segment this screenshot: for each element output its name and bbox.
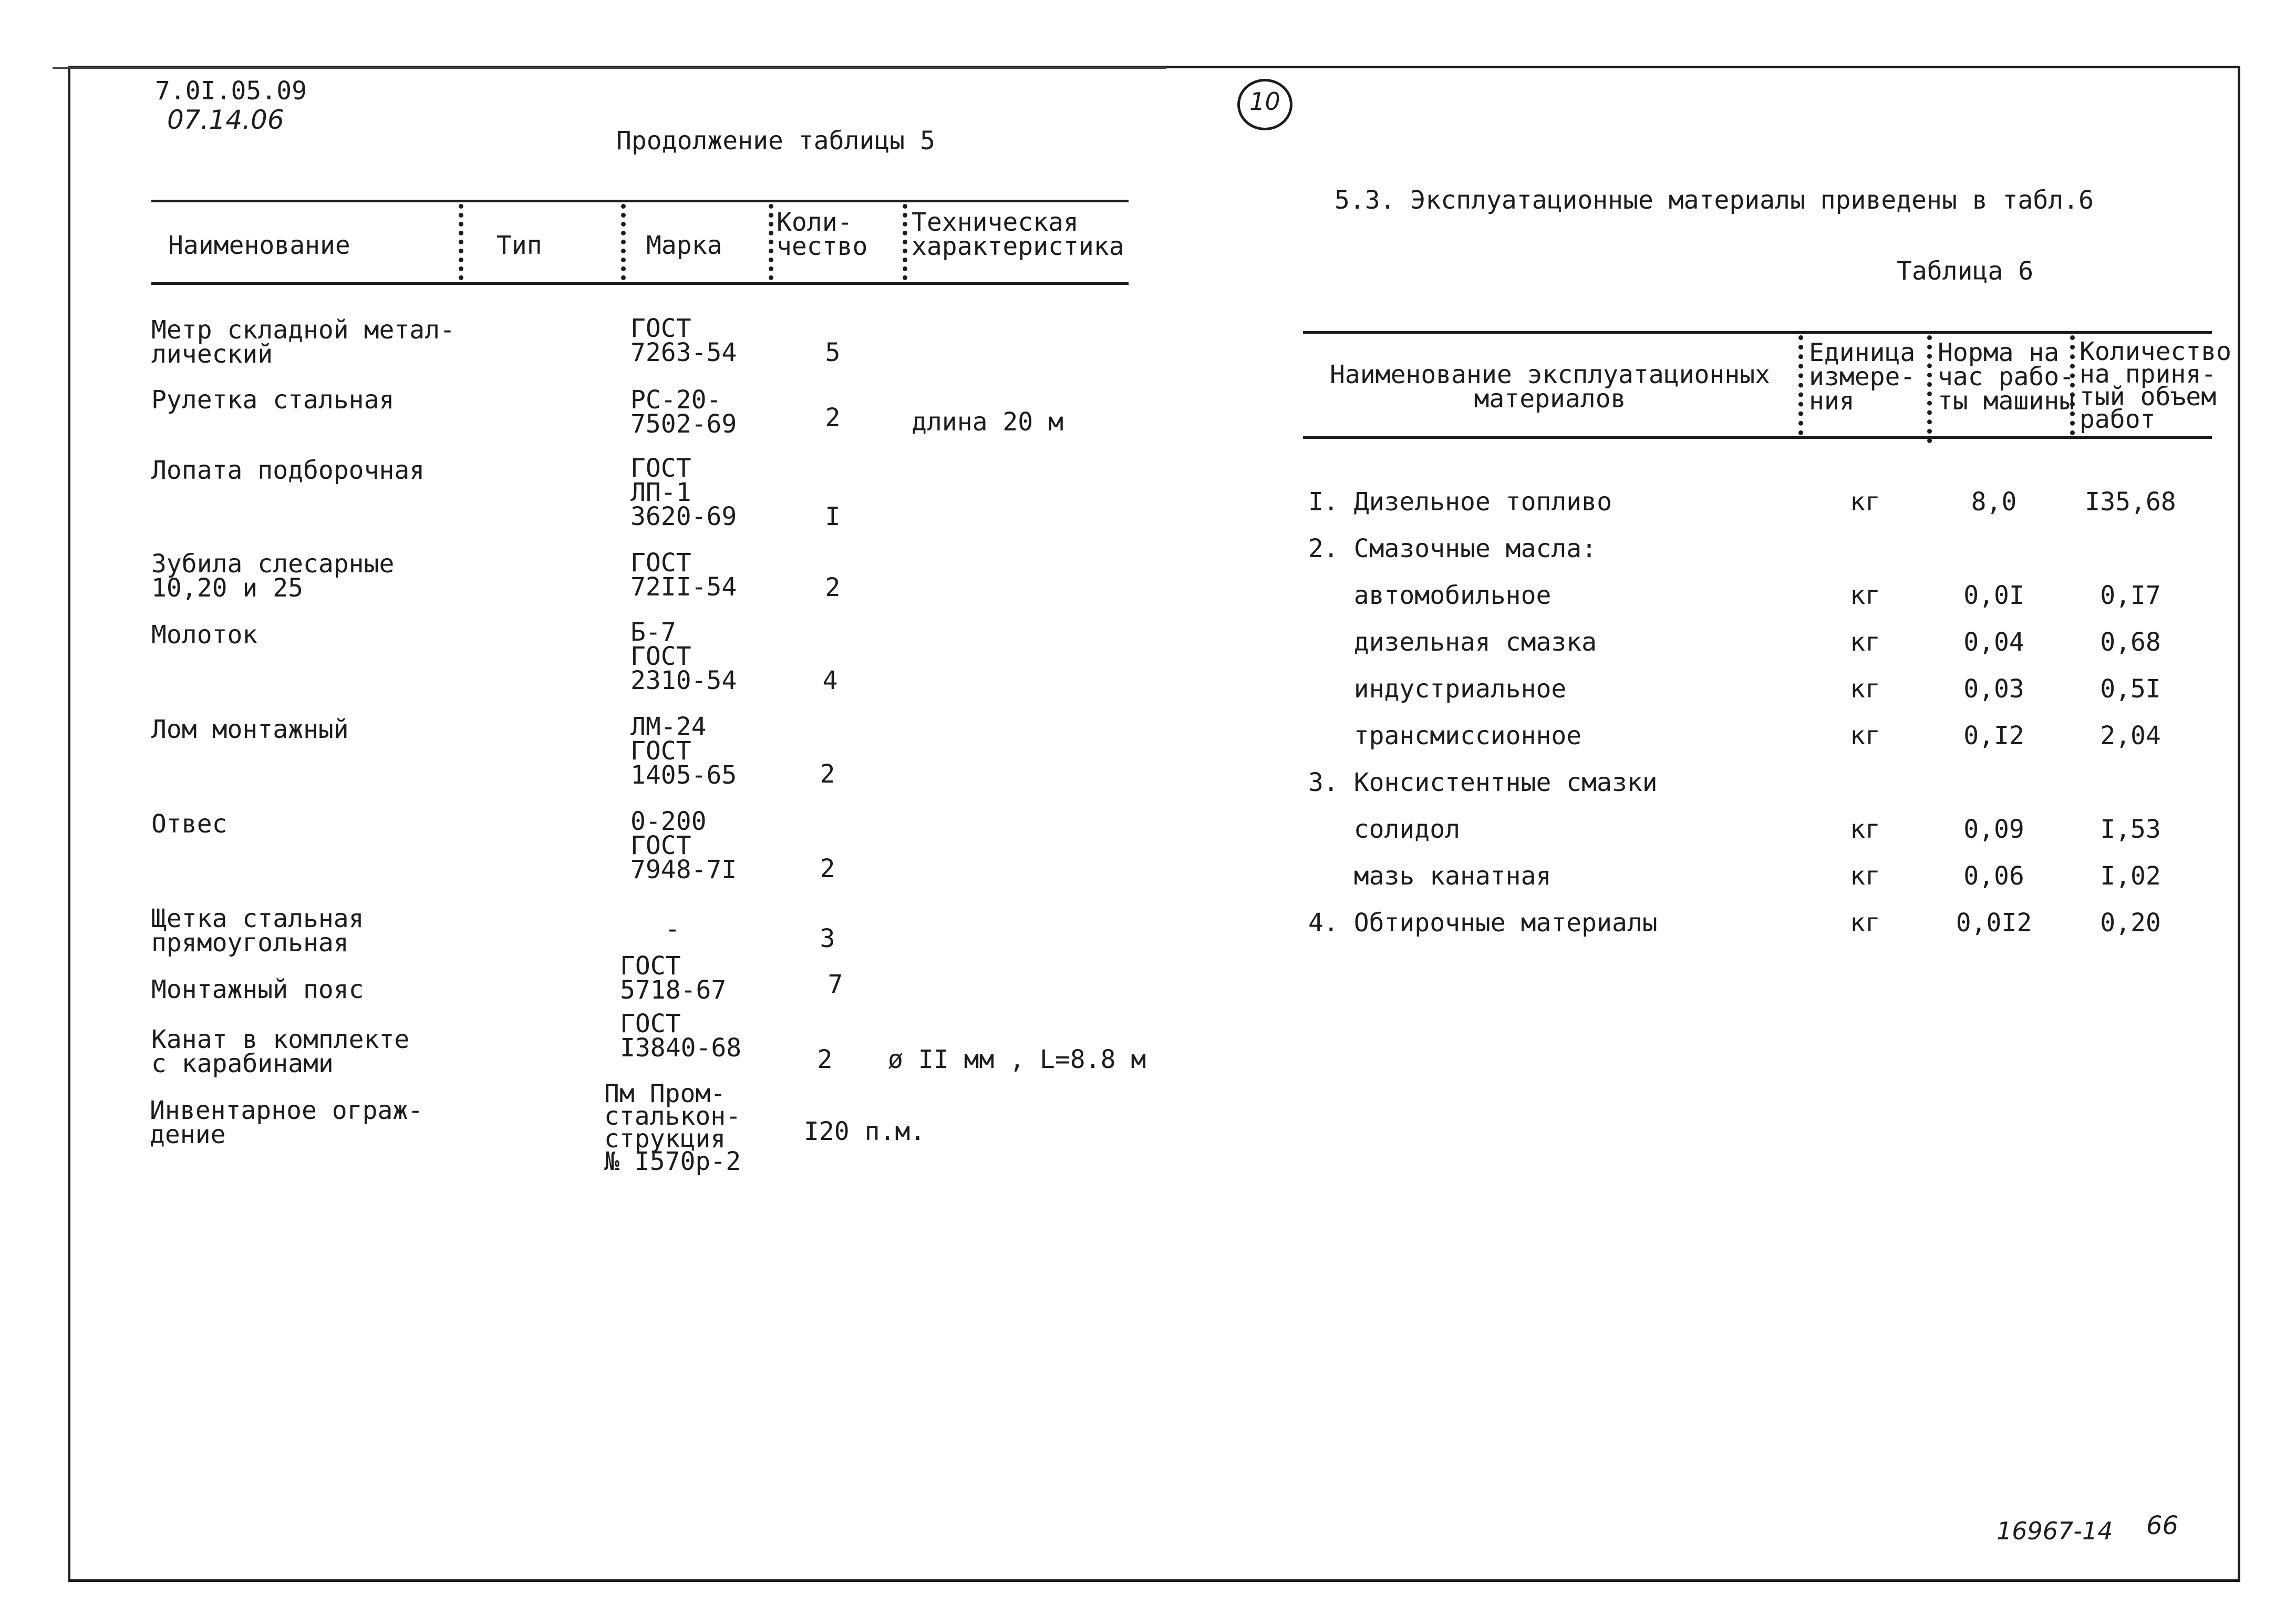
- table6-cell-name: индустриальное: [1308, 674, 1567, 704]
- doc-code-handwritten: 07.14.06: [167, 105, 284, 135]
- table6-cell-qty: 0,I7: [2100, 581, 2161, 610]
- section-text: 5.3. Эксплуатационные материалы приведены в табл.6: [1335, 186, 2094, 215]
- table5-cell-mark: -: [665, 914, 680, 944]
- table5-cell-mark: 0-200 ГОСТ 7948-7I: [630, 807, 737, 885]
- table5-cell-name: Отвес: [151, 809, 227, 839]
- table5-cell-name: Рулетка стальная: [151, 385, 395, 415]
- table6-cell-unit: кг: [1850, 487, 1880, 517]
- table5-header-mark: Марка: [646, 231, 722, 260]
- table5-cell-qty: 7: [828, 970, 843, 999]
- table5-cell-mark: Б-7 ГОСТ 2310-54: [630, 618, 737, 695]
- table5-divider-3: [769, 204, 773, 280]
- table6-cell-qty: 0,20: [2100, 908, 2161, 938]
- table5-top-rule: [151, 200, 1129, 202]
- table6-cell-unit: кг: [1850, 908, 1880, 938]
- table5-header-tech: Техническая характеристика: [912, 208, 1124, 261]
- table5-cell-mark: РС-20- 7502-69: [630, 385, 737, 439]
- table6-cell-qty: I35,68: [2085, 487, 2176, 517]
- doc-code: 7.0I.05.09: [155, 76, 307, 106]
- archive-stamp: 16967-14: [1997, 1517, 2113, 1545]
- left-caption: Продолжение таблицы 5: [616, 126, 935, 156]
- table5-cell-qty: 5: [825, 338, 841, 367]
- table6-cell-norm: 0,0I: [1963, 581, 2024, 610]
- table6-cell-norm: 0,0I2: [1956, 908, 2032, 938]
- table5-cell-mark: ЛМ-24 ГОСТ 1405-65: [630, 712, 737, 790]
- table5-divider-4: [903, 204, 907, 280]
- table5-header-name: Наименование: [168, 231, 350, 260]
- table6-cell-name: 4. Обтирочные материалы: [1308, 908, 1658, 938]
- table6-cell-name: мазь канатная: [1308, 861, 1552, 891]
- table5-cell-tech: длина 20 м: [912, 407, 1063, 437]
- table6-cell-norm: 0,03: [1963, 674, 2024, 704]
- table5-cell-mark: ГОСТ 72II-54: [630, 548, 737, 602]
- table5-cell-mark: ГОСТ 7263-54: [630, 314, 737, 367]
- table5-divider-2: [621, 204, 626, 280]
- table6-cell-unit: кг: [1850, 581, 1880, 610]
- table5-cell-name: Канат в комплекте с карабинами: [151, 1025, 410, 1078]
- table5-cell-qty: 2: [825, 403, 841, 433]
- table6-cell-unit: кг: [1850, 674, 1880, 704]
- table6-cell-unit: кг: [1850, 628, 1880, 657]
- table5-cell-name: Молоток: [151, 620, 258, 650]
- table6-cell-name: 2. Смазочные масла:: [1308, 534, 1597, 563]
- table5-cell-name: Монтажный пояс: [151, 975, 364, 1004]
- table5-cell-qty: 2: [825, 573, 841, 602]
- table6-top-rule: [1303, 331, 2212, 334]
- table5-cell-qty: 2: [820, 759, 835, 789]
- table5-cell-qty: 2: [820, 854, 835, 883]
- table5-cell-name: Инвентарное ограж- дение: [150, 1096, 423, 1149]
- table6-cell-name: трансмиссионное: [1308, 721, 1582, 751]
- table6-cell-unit: кг: [1850, 861, 1880, 891]
- table5-cell-name: Лом монтажный: [151, 715, 349, 744]
- table5-cell-name: Зубила слесарные 10,20 и 25: [151, 549, 395, 603]
- table6-cell-name: 3. Консистентные смазки: [1308, 768, 1658, 797]
- table6-header-qty: Количество на приня- тый объем работ: [2080, 337, 2231, 434]
- table5-cell-qty: 3: [820, 924, 835, 953]
- table6-divider-1: [1798, 335, 1803, 435]
- table5-cell-name: Метр складной метал- лический: [151, 315, 455, 369]
- table6-cell-norm: 8,0: [1971, 487, 2017, 517]
- right-caption: Таблица 6: [1897, 256, 2034, 286]
- table5-cell-qty: 4: [822, 666, 838, 695]
- table6-cell-norm: 0,06: [1963, 861, 2024, 891]
- table5-cell-qty: I: [825, 502, 841, 531]
- table6-cell-name: автомобильное: [1308, 581, 1552, 610]
- table6-cell-qty: I,02: [2100, 861, 2161, 891]
- table6-cell-qty: I,53: [2100, 815, 2161, 844]
- table5-cell-name: Лопата подборочная: [151, 456, 425, 485]
- table5-cell-name: Щетка стальная прямоугольная: [151, 904, 364, 958]
- table6-header-rule: [1303, 436, 2212, 439]
- table6-cell-name: I. Дизельное топливо: [1308, 487, 1612, 517]
- table5-cell-tech: ø II мм , L=8.8 м: [888, 1045, 1146, 1074]
- table6-header-norm: Норма на час рабо- ты машины: [1938, 338, 2075, 416]
- table5-cell-mark: ГОСТ I3840-68: [620, 1009, 742, 1063]
- table6-cell-name: солидол: [1308, 815, 1460, 844]
- table5-header-type: Тип: [497, 231, 542, 260]
- table6-cell-name: дизельная смазка: [1308, 628, 1597, 657]
- table5-header-qty: Коли- чество: [777, 208, 868, 261]
- table6-header-name: Наименование эксплуатационных материалов: [1329, 360, 1771, 414]
- page-number: 10: [1249, 87, 1280, 116]
- top-border-extension: [53, 67, 1166, 69]
- table6-divider-2: [1927, 335, 1932, 443]
- table6-cell-norm: 0,04: [1963, 628, 2024, 657]
- table5-cell-qty: I20 п.м.: [804, 1117, 926, 1146]
- table5-cell-qty: 2: [817, 1045, 833, 1074]
- table6-cell-unit: кг: [1850, 815, 1880, 844]
- table5-cell-mark: Пм Пром- сталькон- струкция № I570р-2: [604, 1079, 741, 1176]
- table6-cell-unit: кг: [1850, 721, 1880, 751]
- table6-cell-norm: 0,I2: [1963, 721, 2024, 751]
- sheet-number: 66: [2146, 1511, 2179, 1540]
- table5-header-rule: [151, 282, 1129, 285]
- table6-header-unit: Единица измере- ния: [1809, 338, 1916, 416]
- table6-cell-qty: 0,5I: [2100, 674, 2161, 704]
- table5-divider-1: [459, 204, 463, 280]
- table5-cell-mark: ГОСТ ЛП-1 3620-69: [630, 454, 737, 531]
- table6-cell-qty: 2,04: [2100, 721, 2161, 751]
- table6-cell-norm: 0,09: [1963, 815, 2024, 844]
- table5-cell-mark: ГОСТ 5718-67: [620, 951, 727, 1005]
- table6-cell-qty: 0,68: [2100, 628, 2161, 657]
